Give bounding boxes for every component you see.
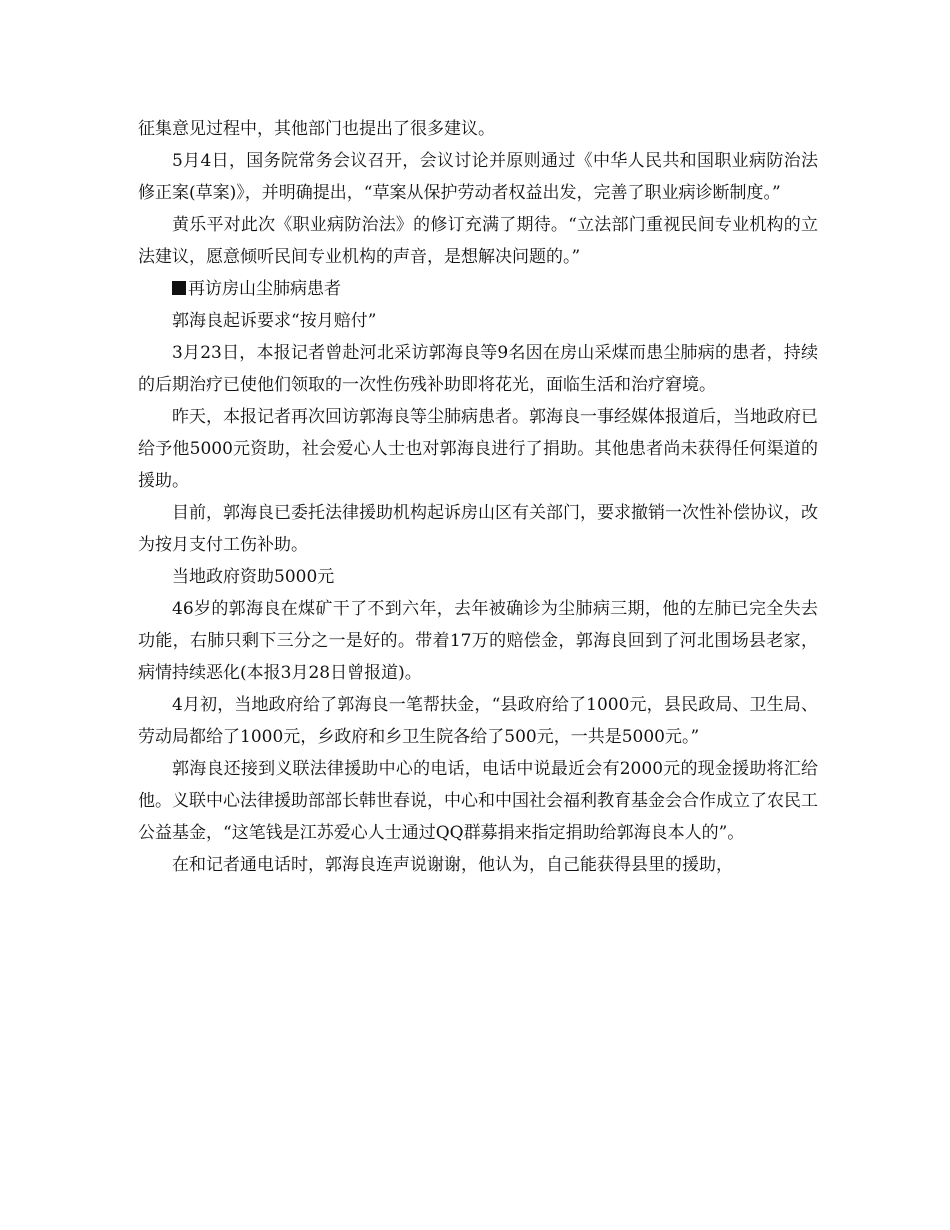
paragraph: 黄乐平对此次《职业病防治法》的修订充满了期待。“立法部门重视民间专业机构的立法建议，愿意倾听民间专业机构的声音，是想解决问题的。”: [138, 215, 818, 267]
paragraph: 46岁的郭海良在煤矿干了不到六年，去年被确诊为尘肺病三期，他的左肺已完全失去功能，右肺只剩下三分之一是好的。带着17万的赔偿金，郭海良回到了河北围场县老家，病情持续恶化(本报3月28日曾报道)。: [138, 599, 818, 683]
paragraph: 目前，郭海良已委托法律援助机构起诉房山区有关部门，要求撤销一次性补偿协议，改为按月支付工伤补助。: [138, 503, 818, 555]
paragraph: 3月23日，本报记者曾赴河北采访郭海良等9名因在房山采煤而患尘肺病的患者，持续的后期治疗已使他们领取的一次性伤残补助即将花光，面临生活和治疗窘境。: [138, 343, 818, 395]
paragraph: 征集意见过程中，其他部门也提出了很多建议。: [138, 119, 495, 139]
paragraph: 5月4日，国务院常务会议召开，会议讨论并原则通过《中华人民共和国职业病防治法修正案(草案)》，并明确提出，“草案从保护劳动者权益出发，完善了职业病诊断制度。”: [138, 151, 818, 203]
subheading: 郭海良起诉要求“按月赔付”: [172, 311, 377, 331]
paragraph: 郭海良还接到义联法律援助中心的电话，电话中说最近会有2000元的现金援助将汇给他。义联中心法律援助部部长韩世春说，中心和中国社会福利教育基金会合作成立了农民工公益基金，“这笔钱是江苏爱心人士通过QQ群募捐来指定捐助给郭海良本人的”。: [138, 759, 818, 843]
paragraph: 在和记者通电话时，郭海良连声说谢谢，他认为，自己能获得县里的援助，: [172, 855, 733, 875]
black-square-icon: [172, 281, 186, 295]
section-heading-text: 再访房山尘肺病患者: [188, 279, 341, 299]
paragraph: 昨天，本报记者再次回访郭海良等尘肺病患者。郭海良一事经媒体报道后，当地政府已给予他5000元资助，社会爱心人士也对郭海良进行了捐助。其他患者尚未获得任何渠道的援助。: [138, 407, 818, 491]
document-page: [138, 113, 818, 881]
paragraph: 4月初，当地政府给了郭海良一笔帮扶金，“县政府给了1000元，县民政局、卫生局、劳动局都给了1000元，乡政府和乡卫生院各给了500元，一共是5000元。”: [138, 695, 818, 747]
section-heading: [138, 273, 818, 305]
subheading: 当地政府资助5000元: [172, 567, 335, 587]
